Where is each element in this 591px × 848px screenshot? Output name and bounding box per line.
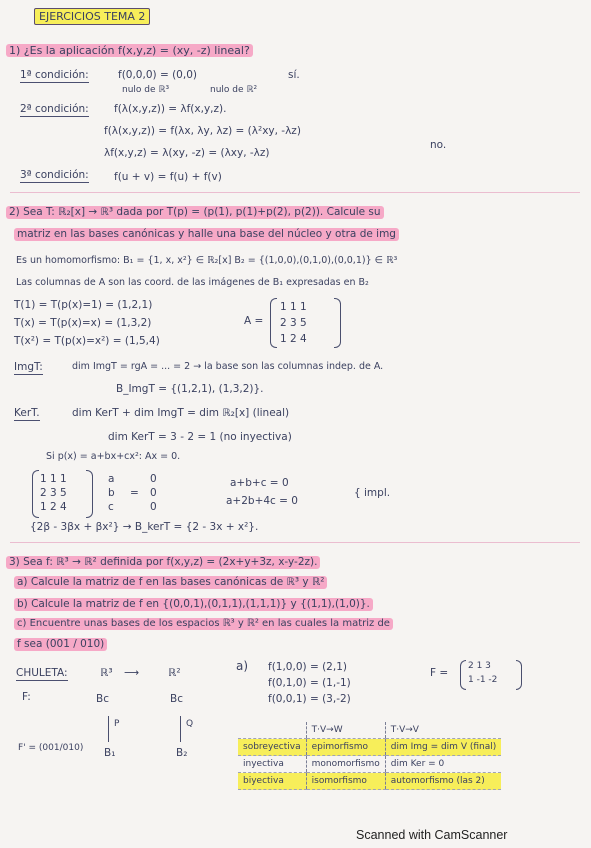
ex3-question: 3) Sea f: ℝ³ → ℝ² definida por f(x,y,z) = (2x+y+3z, x-y-2z). (6, 556, 320, 569)
r2-label: ℝ² (168, 667, 181, 679)
system-row: 1 2 4 (40, 501, 67, 513)
ex1-cond2-line1: f(λ(x,y,z)) = f(λx, λy, λz) = (λ²xy, -λz) (104, 125, 301, 137)
ex1-cond1-eq: f(0,0,0) = (0,0) (118, 69, 197, 81)
ex2-t3: T(x²) = T(p(x)=x²) = (1,5,4) (14, 335, 160, 347)
img-label: ImgT: (14, 361, 43, 373)
table-row (238, 773, 501, 790)
matrix-f-right-bracket (516, 660, 522, 690)
matrix-a-label: A = (244, 315, 264, 327)
sys-eq1: a+b+c = 0 (230, 477, 289, 489)
system-row: 2 3 5 (40, 487, 67, 499)
ex1-cond2-line2: λf(x,y,z) = λ(xy, -z) = (λxy, -λz) (104, 147, 270, 159)
ex1-cond1-note1: nulo de ℝ³ (122, 85, 170, 95)
ker-label: KerT. (14, 407, 40, 419)
table-cell: biyectiva (238, 773, 306, 790)
ex2-t2: T(x) = T(p(x)=x) = (1,3,2) (14, 317, 152, 329)
vec-zero: 0 (150, 501, 157, 513)
sys-eq2: a+2b+4c = 0 (226, 495, 298, 507)
b2-label: B₂ (176, 747, 188, 759)
scanner-watermark: Scanned with CamScanner (356, 828, 508, 842)
ker-eq: dim KerT + dim ImgT = dim ℝ₂[x] (lineal) (72, 407, 290, 419)
matrix-f-left-bracket (460, 660, 466, 690)
part-a-label: a) (236, 659, 249, 673)
matrix-f-row: 1 -1 -2 (468, 675, 498, 685)
matrix-a-right-bracket (334, 298, 341, 348)
table-cell: sobreyectiva (238, 739, 306, 756)
r3-label: ℝ³ (100, 667, 113, 679)
q-label: Q (186, 719, 194, 729)
ex1-cond2-eq: f(λ(x,y,z)) = λf(x,y,z). (114, 103, 227, 115)
part-a-line: f(0,0,1) = (3,-2) (268, 693, 351, 705)
table-row (238, 756, 501, 773)
ex1-cond1-note2: nulo de ℝ² (210, 85, 258, 95)
separator (10, 542, 580, 543)
matrix-a-row: 2 3 5 (280, 317, 307, 329)
ex2-question-line1: 2) Sea T: ℝ₂[x] → ℝ³ dada por T(p) = (p(1), p(1)+p(2), p(2)). Calcule su (6, 206, 384, 219)
table-cell: dim Img = dim V (final) (385, 739, 501, 756)
ex3-qa: a) Calcule la matriz de f en las bases canónicas de ℝ³ y ℝ² (14, 576, 327, 589)
table-head: T·V→V (385, 722, 501, 739)
ex1-cond3-eq: f(u + v) = f(u) + f(v) (114, 171, 222, 183)
img-base: B_ImgT = {(1,2,1), (1,3,2)}. (116, 383, 264, 395)
p-arrow (108, 716, 109, 742)
ex2-line1: Es un homomorfismo: B₁ = {1, x, x²} ∈ ℝ₂[x] B₂ = {(1,0,0),(0,1,0),(0,0,1)} ∈ ℝ³ (16, 255, 398, 266)
ex1-cond2-result: no. (430, 139, 447, 151)
ex3-qc-line1: c) Encuentre unas bases de los espacios ℝ³ y ℝ² en las cuales la matriz de (14, 618, 393, 630)
bc1-label: Bc (96, 693, 109, 705)
px-line: Si p(x) = a+bx+cx²: Ax = 0. (46, 451, 181, 462)
scanned-page: EJERCICIOS TEMA 2 1) ¿Es la aplicación f(x,y,z) = (xy, -z) lineal? 1ª condición: f(0,0,0) = (0,0) nulo de ℝ³ nulo de ℝ² sí. 2ª condición: f(λ(x,y,z)) = λf(x,y,z). f(λ(x,y,z)) = f(λx, λy, λz) = (λ²xy, -λz) λf(x,y,z) = λ(xy, -z) = (λxy, -λz) no. 3ª condición: f(u + v) = f(u) + f(v) 2) Sea T: ℝ₂[x] → ℝ³ dada por T(p) = (p(1), p(1)+p(2), p(2)). Calcule su matriz en las bases canónicas y halle una base del núcleo y otra de img Es un homomorfismo: B₁ = {1, x, x²} ∈ ℝ₂[x] B₂ = {(1,0,0),(0,1,0),(0,0,1)} ∈ ℝ³ Las columnas de A son las coord. de las imágenes de B₁ expresadas en B₂ T(1) = T(p(x)=1) = (1,2,1) T(x) = T(p(x)=x) = (1,3,2) T(x²) = T(p(x)=x²) = (1,5,4) A = 1 1 1 2 3 5 1 2 4 ImgT: dim ImgT = rgA = ... = 2 → la base son las columnas indep. de A. B_ImgT = {(1,2,1), (1,3,2)}. KerT. dim KerT + dim ImgT = dim ℝ₂[x] (lineal) dim KerT = 3 - 2 = 1 (no inyectiva) Si p(x) = a+bx+cx²: Ax = 0. 1 1 1 2 3 5 1 2 4 a b c = 0 0 0 a+b+c = 0 a+2b+4c = 0 { impl. {2β - 3βx + βx²} → B_kerT = {2 - 3x + x²}. 3) Sea f: ℝ³ → ℝ² definida por f(x,y,z) = (2x+y+3z, x-y-2z). a) Calcule la matriz de f en las bases canónicas de ℝ³ y ℝ² b) Calcule la matriz de f en {(0,0,1),(0,1,1),(1,1,1)} y {(1,1),(1,0)}. c) Encuentre unas bases de los espacios ℝ³ y ℝ² en las cuales la matriz de f sea (001 / 010) CHULETA: ℝ³ ⟶ ℝ² F: Bc Bc P Q F' = (001/010) B₁ B₂ a) f(1,0,0) = (2,1) f(0,1,0) = (1,-1) f(0,0,1) = (3,-2) F = 2 1 3 1 -1 -2 T·V→W T·V→V sobreyectiva epimorfismo dim Img = dim V (final) inyectiva monomorfismo dim Ker = 0 biyectiva isomorfismo automorfismo (las 2) Scanned with CamScanner (0, 0, 591, 848)
p-label: P (114, 719, 120, 729)
system-left-bracket (32, 470, 39, 518)
matrix-a-row: 1 2 4 (280, 333, 307, 345)
chuleta-label: CHULETA: (16, 667, 68, 679)
ex1-cond3-label: 3ª condición: (20, 169, 89, 181)
ker-base: {2β - 3βx + βx²} → B_kerT = {2 - 3x + x²}. (30, 521, 259, 533)
system-right-bracket (86, 470, 93, 518)
matrix-a-row: 1 1 1 (280, 301, 307, 313)
b1-label: B₁ (104, 747, 116, 759)
img-eq: dim ImgT = rgA = ... = 2 → la base son las columnas indep. de A. (72, 361, 384, 372)
morphism-table (238, 722, 501, 790)
table-cell: monomorfismo (306, 756, 385, 773)
table-cell: dim Ker = 0 (385, 756, 501, 773)
table-cell: automorfismo (las 2) (385, 773, 501, 790)
q-arrow (180, 716, 181, 742)
f-prime: F' = (001/010) (18, 743, 84, 753)
matrix-f-label: F = (430, 667, 449, 679)
matrix-f-row: 2 1 3 (468, 661, 491, 671)
ex1-question: 1) ¿Es la aplicación f(x,y,z) = (xy, -z) lineal? (6, 44, 253, 57)
table-cell: inyectiva (238, 756, 306, 773)
ex1-cond1-label: 1ª condición: (20, 69, 89, 81)
f-label: F: (22, 691, 31, 703)
part-a-line: f(0,1,0) = (1,-1) (268, 677, 351, 689)
vec-abc: c (108, 501, 114, 513)
matrix-a-left-bracket (270, 298, 277, 348)
table-cell: epimorfismo (306, 739, 385, 756)
ex3-qc-line2: f sea (001 / 010) (14, 638, 107, 651)
ker-dim: dim KerT = 3 - 2 = 1 (no inyectiva) (108, 431, 292, 443)
sys-note: { impl. (354, 487, 391, 499)
ex1-cond1-result: sí. (288, 69, 300, 81)
ex1-cond2-label: 2ª condición: (20, 103, 89, 115)
part-a-line: f(1,0,0) = (2,1) (268, 661, 347, 673)
ex2-t1: T(1) = T(p(x)=1) = (1,2,1) (14, 299, 153, 311)
system-row: 1 1 1 (40, 473, 67, 485)
page-title: EJERCICIOS TEMA 2 (34, 8, 150, 25)
separator (10, 192, 580, 193)
table-cell: isomorfismo (306, 773, 385, 790)
vec-zero: 0 (150, 487, 157, 499)
ex3-qb: b) Calcule la matriz de f en {(0,0,1),(0,1,1),(1,1,1)} y {(1,1),(1,0)}. (14, 598, 373, 611)
bc2-label: Bc (170, 693, 183, 705)
table-row (238, 739, 501, 756)
vec-abc: b (108, 487, 115, 499)
table-head: T·V→W (306, 722, 385, 739)
ex2-line2: Las columnas de A son las coord. de las imágenes de B₁ expresadas en B₂ (16, 277, 369, 288)
ex2-question-line2: matriz en las bases canónicas y halle una base del núcleo y otra de img (14, 228, 399, 241)
vec-abc: a (108, 473, 115, 485)
vec-zero: 0 (150, 473, 157, 485)
